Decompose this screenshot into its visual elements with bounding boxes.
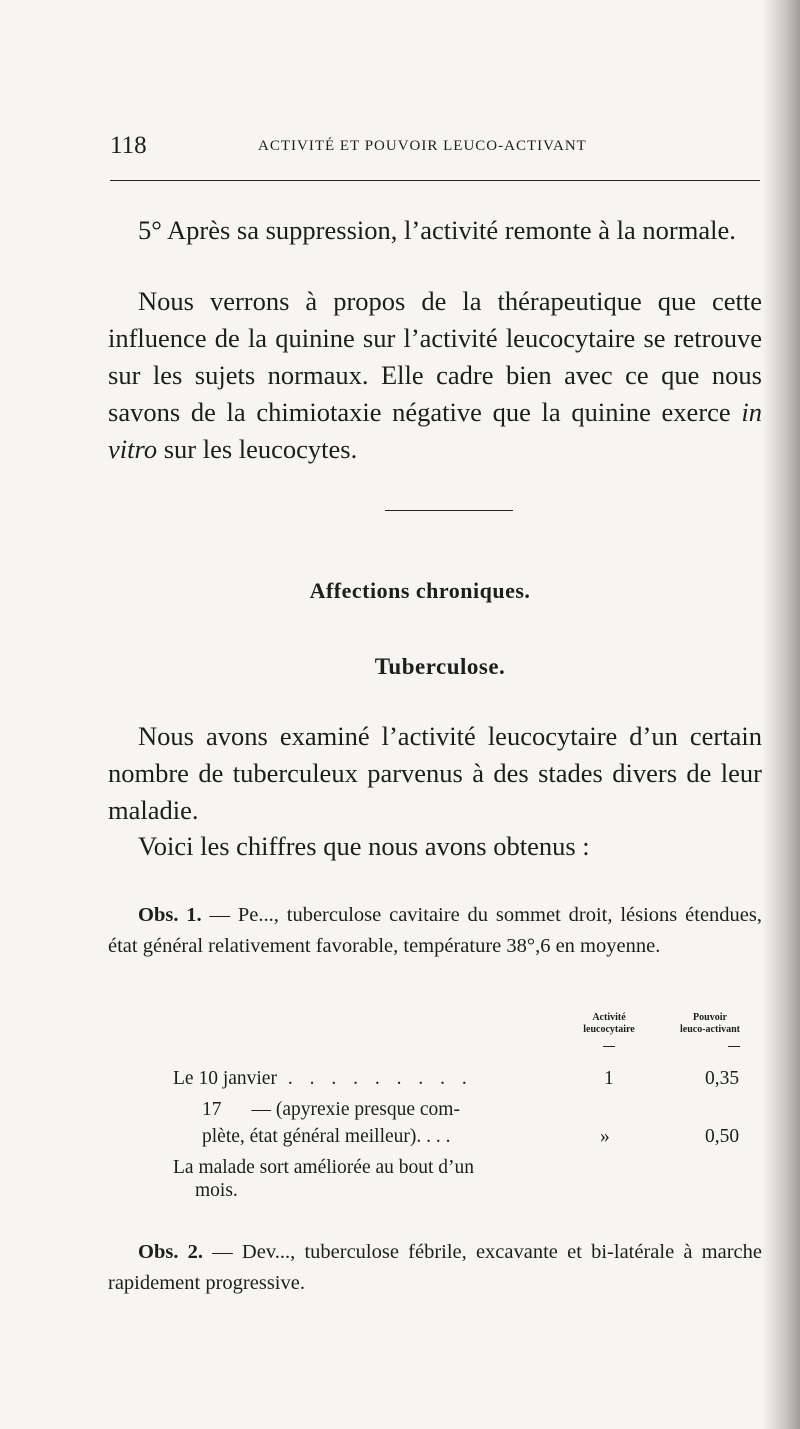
- column-header-power: [660, 1012, 760, 1036]
- observation-body: — Dev..., tuberculose fébrile, excavante et bi-latérale à marche rapidement progressive.: [108, 1241, 762, 1294]
- section-heading: Affections chroniques.: [309, 578, 531, 603]
- page-edge-shadow: [762, 0, 800, 1429]
- observation-text: [108, 1237, 762, 1299]
- column-dash: [603, 1046, 615, 1047]
- activity-value: »: [600, 1126, 610, 1147]
- observation-2: [108, 1237, 762, 1299]
- paragraph-chiffres: [108, 828, 762, 865]
- observation-body: — Pe..., tuberculose cavitaire du sommet droit, lésions étendues, état général relativement favorable, température 38°,6 en moyenne.: [108, 904, 762, 957]
- activity-value: 1: [604, 1068, 614, 1089]
- italic-text: in vitro: [108, 397, 762, 464]
- paragraph-text: Nous avons examiné l’activité leucocytaire d’un certain nombre de tuberculeux parvenus à des stades divers de leur maladie.: [108, 721, 762, 825]
- paragraph-text: 5° Après sa suppression, l’activité remonte à la normale.: [138, 215, 736, 245]
- table-note: La malade sort améliorée au bout d’un: [173, 1157, 475, 1178]
- column-header-activity: [575, 1012, 643, 1036]
- section-divider: [385, 510, 513, 511]
- column-dash: [728, 1046, 740, 1047]
- observation-1: [108, 900, 762, 962]
- paragraph-examen: [108, 718, 762, 829]
- text-run: Nous verrons à propos de la thérapeutique que cette influence de la quinine sur l’activité leucocytaire se retrouve sur les sujets normaux. Elle cadre bien avec ce que nous savons de la chimiotaxie négative que la quinine exerce: [108, 286, 762, 427]
- paragraph-text: [108, 283, 762, 468]
- column-header-line: leucocytaire: [583, 1024, 635, 1035]
- observation-text: [108, 900, 762, 962]
- paragraph-text: Voici les chiffres que nous avons obtenus :: [138, 831, 590, 861]
- paragraph-suppression: [108, 212, 762, 249]
- power-value: 0,35: [705, 1068, 740, 1089]
- row-day: 17: [202, 1099, 222, 1120]
- running-title: ACTIVITÉ ET POUVOIR LEUCO-ACTIVANT: [258, 138, 587, 154]
- column-header-line: leuco-activant: [680, 1024, 740, 1035]
- page-number: 118: [110, 132, 147, 159]
- header-rule: [110, 180, 760, 181]
- table-row: [173, 1064, 473, 1094]
- table-row: [202, 1095, 460, 1125]
- text-run: sur les leucocytes.: [157, 434, 358, 464]
- column-header-line: Activité: [592, 1012, 626, 1023]
- row-label: Le 10 janvier: [173, 1068, 277, 1089]
- paragraph-therapeutique: [108, 283, 762, 468]
- power-value: 0,50: [705, 1126, 740, 1147]
- table-row-continuation: plète, état général meilleur). . . .: [202, 1126, 451, 1147]
- subsection-heading: Tuberculose.: [374, 654, 506, 679]
- table-note: mois.: [195, 1180, 238, 1201]
- observation-label: Obs. 2.: [138, 1241, 204, 1263]
- column-header-line: Pouvoir: [693, 1012, 727, 1023]
- observation-label: Obs. 1.: [138, 904, 202, 926]
- row-text: — (apyrexie presque com-: [251, 1099, 460, 1120]
- dot-leader: . . . . . . . . .: [276, 1068, 473, 1089]
